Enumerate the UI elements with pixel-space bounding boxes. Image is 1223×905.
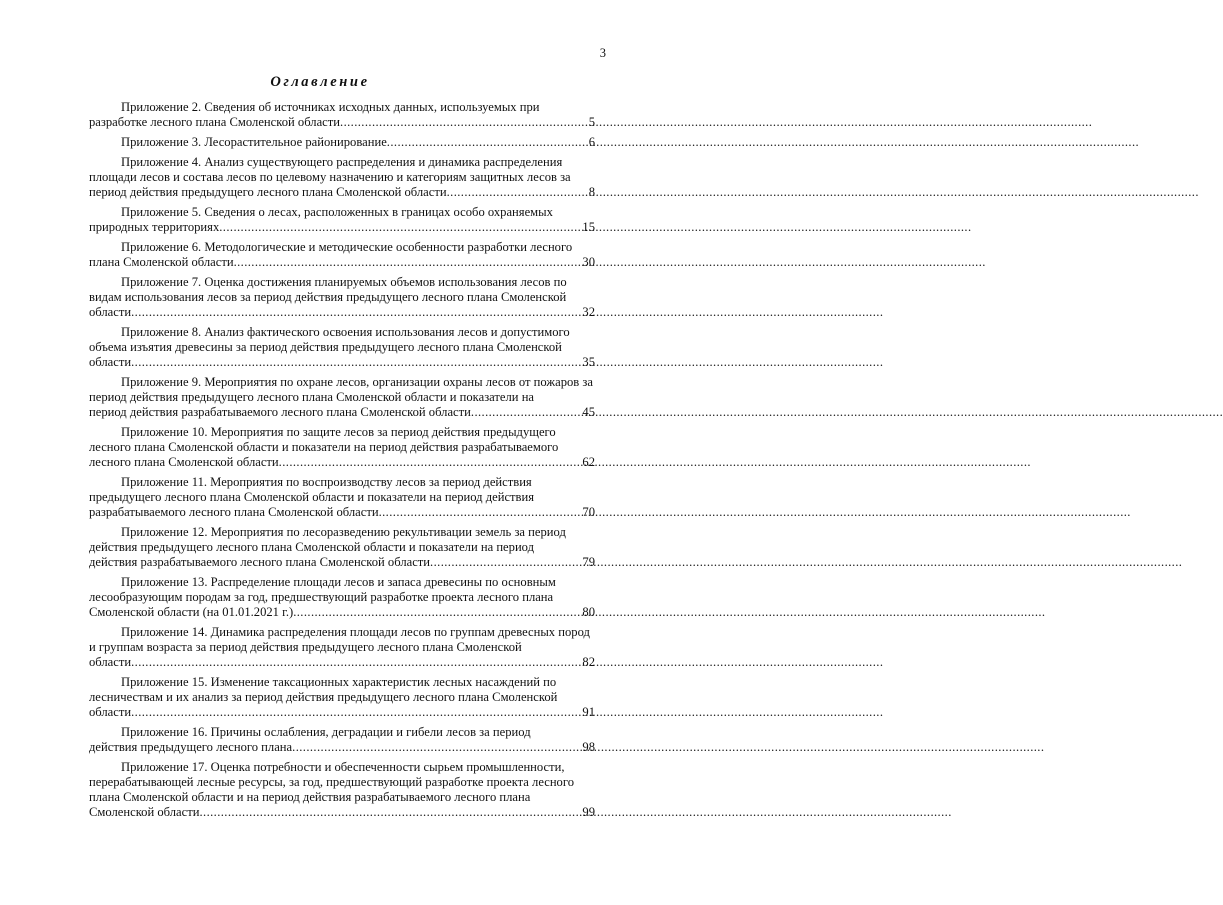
toc-entry[interactable] xyxy=(89,240,595,270)
toc-entry-text: Приложение 10. Мероприятия по защите лесов за период действия предыдущего лесного плана Смоленской области и показатели на период действия разрабатываемого xyxy=(89,425,559,454)
toc-entry-text: Приложение 13. Распределение площади лесов и запаса древесины по основным лесообразующим породам за год, предшествующий разработке проекта лесного плана xyxy=(89,575,556,604)
toc-entry[interactable] xyxy=(89,425,595,470)
toc-entry-page: 79 xyxy=(582,555,595,569)
dot-leader xyxy=(219,220,581,235)
toc-entry-text-end: действия предыдущего лесного плана xyxy=(89,740,293,754)
toc-entry-page: 98 xyxy=(582,740,595,754)
dot-leader xyxy=(293,605,581,620)
dot-leader xyxy=(131,655,581,670)
toc-entry-page: 82 xyxy=(582,655,595,669)
dot-leader xyxy=(387,135,588,150)
dot-leader xyxy=(279,455,582,470)
toc-entry-page: 62 xyxy=(582,455,595,469)
toc-entry-text: Приложение 12. Мероприятия по лесоразведению рекультивации земель за период действия предыдущего лесного плана Смоленской области и показатели на период xyxy=(89,525,566,554)
toc-entry-page: 35 xyxy=(582,355,595,369)
toc-entry[interactable] xyxy=(89,675,595,720)
dot-leader xyxy=(131,305,581,320)
toc-entry[interactable] xyxy=(89,275,595,320)
toc-entry-text-end: области xyxy=(89,655,132,669)
toc-entry-text: Приложение 6. Методологические и методические особенности разработки лесного xyxy=(121,240,573,254)
dot-leader xyxy=(471,405,582,420)
toc-entry[interactable] xyxy=(89,325,595,370)
toc-entry-page: 32 xyxy=(582,305,595,319)
toc-entry-text-end: Приложение 3. Лесорастительное районирование xyxy=(121,135,387,149)
toc-entry-text: Приложение 9. Мероприятия по охране лесов, организации охраны лесов от пожаров за период действия предыдущего лесного плана Смоленской области и показатели на xyxy=(89,375,593,404)
toc-entry-text-end: области xyxy=(89,705,132,719)
toc-entry-page: 5 xyxy=(588,115,595,129)
toc-entry-page: 80 xyxy=(582,605,595,619)
toc-entry-page: 99 xyxy=(582,805,595,819)
toc-entry-text-end: Смоленской области (на 01.01.2021 г.) xyxy=(89,605,294,619)
toc-entry[interactable] xyxy=(89,375,595,420)
toc-entry-text-end: действия разрабатываемого лесного плана Смоленской области xyxy=(89,555,431,569)
toc-entry-text: Приложение 15. Изменение таксационных характеристик лесных насаждений по лесничествам и их анализ за период действия предыдущего лесного плана Смоленской xyxy=(89,675,558,704)
toc-entry-page: 8 xyxy=(588,185,595,199)
toc-entry[interactable] xyxy=(89,205,595,235)
toc-entry[interactable] xyxy=(89,100,595,130)
dot-leader xyxy=(447,185,588,200)
toc-entry-text-end: области xyxy=(89,305,132,319)
table-of-contents xyxy=(89,100,595,825)
toc-entry-text-end: период действия предыдущего лесного плана Смоленской области xyxy=(89,185,447,199)
toc-entry[interactable] xyxy=(89,135,595,150)
toc-entry-page: 6 xyxy=(588,135,595,149)
dot-leader xyxy=(199,805,581,820)
toc-entry-text: Приложение 16. Причины ослабления, деградации и гибели лесов за период xyxy=(121,725,531,739)
toc-entry-text: Приложение 2. Сведения об источниках исходных данных, используемых при xyxy=(121,100,540,114)
page-number: 3 xyxy=(599,46,606,60)
toc-entry[interactable] xyxy=(89,725,595,755)
dot-leader xyxy=(234,255,582,270)
toc-entry-text: Приложение 17. Оценка потребности и обеспеченности сырьем промышленности, перерабатывающей лесные ресурсы, за год, предшествующий разработке проекта лесного плана Смоленской области и на период действия разрабатываемого лесного плана xyxy=(89,760,575,804)
toc-entry-text-end: плана Смоленской области xyxy=(89,255,234,269)
toc-entry[interactable] xyxy=(89,760,595,820)
toc-entry-page: 45 xyxy=(582,405,595,419)
toc-entry-text: Приложение 14. Динамика распределения площади лесов по группам древесных пород и группам возраста за период действия предыдущего лесного плана Смоленской xyxy=(89,625,590,654)
toc-entry[interactable] xyxy=(89,575,595,620)
toc-entry[interactable] xyxy=(89,525,595,570)
toc-entry[interactable] xyxy=(89,625,595,670)
dot-leader xyxy=(131,705,581,720)
toc-title: Оглавление xyxy=(270,74,370,90)
toc-entry-text-end: разработке лесного плана Смоленской области xyxy=(89,115,341,129)
toc-entry-text-end: лесного плана Смоленской области xyxy=(89,455,279,469)
dot-leader xyxy=(379,505,582,520)
dot-leader xyxy=(292,740,581,755)
toc-entry-page: 70 xyxy=(582,505,595,519)
toc-entry[interactable] xyxy=(89,155,595,200)
toc-entry-text: Приложение 5. Сведения о лесах, расположенных в границах особо охраняемых xyxy=(121,205,553,219)
toc-entry-text-end: области xyxy=(89,355,132,369)
toc-entry[interactable] xyxy=(89,475,595,520)
toc-entry-text-end: период действия разрабатываемого лесного плана Смоленской области xyxy=(89,405,471,419)
toc-entry-text: Приложение 11. Мероприятия по воспроизводству лесов за период действия предыдущего лесного плана Смоленской области и показатели на период действия xyxy=(89,475,535,504)
toc-entry-text-end: природных территориях xyxy=(89,220,220,234)
toc-entry-text: Приложение 8. Анализ фактического освоения использования лесов и допустимого объема изъятия древесины за период действия предыдущего лесного плана Смоленской xyxy=(89,325,570,354)
toc-entry-text-end: Смоленской области xyxy=(89,805,200,819)
toc-entry-page: 91 xyxy=(582,705,595,719)
toc-entry-text-end: разрабатываемого лесного плана Смоленской области xyxy=(89,505,379,519)
toc-entry-page: 15 xyxy=(582,220,595,234)
dot-leader xyxy=(131,355,581,370)
toc-entry-text: Приложение 7. Оценка достижения планируемых объемов использования лесов по видам использования лесов за период действия предыдущего лесного плана Смоленской xyxy=(89,275,567,304)
toc-entry-page: 30 xyxy=(582,255,595,269)
dot-leader xyxy=(430,555,581,570)
dot-leader xyxy=(340,115,588,130)
toc-entry-text: Приложение 4. Анализ существующего распределения и динамика распределения площади лесов и состава лесов по целевому назначению и категориям защитных лесов за xyxy=(89,155,571,184)
